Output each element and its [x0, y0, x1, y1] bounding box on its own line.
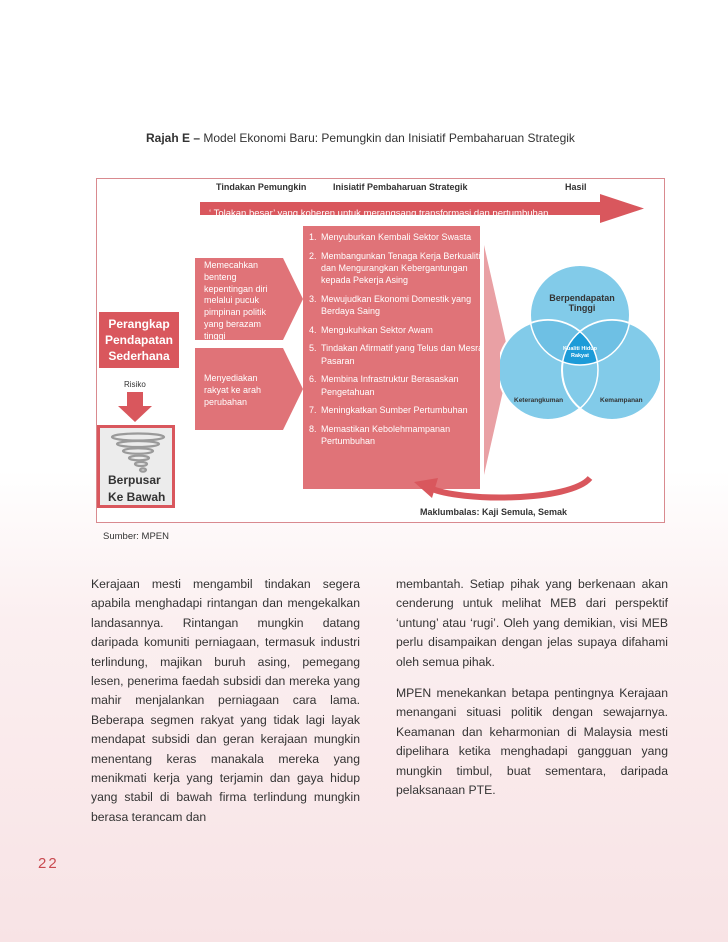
initiatives-list — [309, 231, 486, 454]
body-column-right — [396, 575, 668, 812]
venn-label-top — [546, 293, 618, 313]
body-column-left — [91, 575, 360, 839]
initiative-text: Mengukuhkan Sektor Awam — [321, 324, 433, 335]
venn-label-line: Berpendapatan — [549, 293, 615, 303]
venn-label-line: Rakyat — [570, 353, 590, 359]
initiative-item — [309, 373, 486, 397]
pemungkin-line: pimpinan politik — [204, 307, 267, 318]
pemungkin-text — [204, 373, 261, 408]
venn-label-line: Tinggi — [568, 303, 596, 313]
perangkap-line: Sederhana — [108, 349, 170, 363]
initiative-item — [309, 404, 486, 416]
initiative-number: 8. — [309, 423, 317, 434]
initiative-number: 3. — [309, 293, 317, 304]
initiative-item — [309, 231, 486, 243]
header-hasil: Hasil — [565, 182, 587, 192]
header-inisiatif: Inisiatif Pembaharuan Strategik — [333, 182, 468, 192]
pemungkin-line: rakyat ke arah — [204, 384, 262, 395]
feedback-label: Maklumbalas: Kaji Semula, Semak — [420, 507, 568, 517]
initiative-text: Meningkatkan Sumber Pertumbuhan — [321, 405, 468, 416]
pemungkin-text — [204, 260, 268, 343]
initiative-item — [309, 342, 486, 366]
page-number: 22 — [38, 855, 59, 872]
risiko-label: Risiko — [124, 380, 146, 389]
initiative-text: Membina Infrastruktur Berasaskan Pengetahuan — [321, 374, 459, 397]
pemungkin-line: benteng — [204, 271, 237, 282]
initiative-item — [309, 324, 486, 336]
down-arrow-icon — [118, 392, 152, 422]
venn-label-center — [558, 346, 602, 360]
figure-caption — [146, 131, 575, 145]
tornado-box — [97, 425, 175, 508]
initiative-item — [309, 423, 486, 447]
initiative-text: Menyuburkan Kembali Sektor Swasta — [321, 232, 472, 242]
perangkap-box — [99, 312, 179, 368]
initiative-number: 1. — [309, 232, 317, 242]
initiative-item — [309, 250, 486, 287]
feedback-arrow-icon — [400, 476, 600, 506]
venn-label-left: Keterangkuman — [514, 397, 564, 404]
figure-caption-prefix: Rajah E – — [146, 131, 201, 145]
initiative-text: Membangunkan Tenaga Kerja Berkualiti dan Mengurangkan Kebergantungan kepada Pekerja Asing — [321, 250, 481, 286]
venn-label-line: Kualiti Hidup — [563, 346, 597, 352]
paragraph: membantah. Setiap pihak yang berkenaan akan cenderung untuk melihat MEB dari perspektif ‘untung’ atau ‘rugi’. Oleh yang demikian, visi MEB perlu disampaikan dengan jelas supaya difahami oleh semua pihak. — [396, 577, 668, 669]
berpusar-line: Ke Bawah — [108, 490, 166, 504]
initiative-item — [309, 293, 486, 317]
figure-source: Sumber: MPEN — [103, 531, 169, 542]
berpusar-label — [108, 472, 165, 506]
venn-label-right: Kemampanan — [600, 397, 643, 404]
initiative-number: 4. — [309, 324, 317, 335]
pemungkin-line: melalui pucuk — [204, 295, 260, 306]
berpusar-line: Berpusar — [108, 473, 161, 487]
initiative-text: Memastikan Kebolehmampanan Pertumbuhan — [321, 423, 451, 447]
pemungkin-line: Menyediakan — [204, 373, 258, 383]
initiative-number: 7. — [309, 405, 317, 416]
perangkap-line: Perangkap — [108, 317, 170, 331]
initiative-text: Tindakan Afirmatif yang Telus dan Mesra Pasaran — [321, 343, 484, 366]
paragraph: MPEN menekankan betapa pentingnya Kerajaan menangani situasi politik dengan sewajarnya. Keamanan dan keharmonian di Malaysia mesti dipelihara ketika menghadapi gangguan yang mungkin timbul, buat sementara, daripada pelaksanaan PTE. — [396, 686, 668, 798]
tornado-icon — [110, 432, 166, 476]
pemungkin-line: Memecahkan — [204, 260, 259, 270]
initiative-text: Mewujudkan Ekonomi Domestik yang Berdaya Saing — [321, 293, 472, 317]
figure-caption-text: Model Ekonomi Baru: Pemungkin dan Inisiatif Pembaharuan Strategik — [200, 131, 575, 145]
initiative-number: 2. — [309, 250, 317, 261]
push-arrow-text: ‘ Tolakan besar’ yang koheren untuk merangsang transformasi dan pertumbuhan — [209, 208, 549, 219]
initiative-number: 5. — [309, 343, 317, 354]
paragraph: Kerajaan mesti mengambil tindakan segera apabila menghadapi rintangan dan mengekalkan landasannya. Rintangan mungkin datang daripada komuniti perniagaan, termasuk industri terlindung, majikan buruh asing, pemegang lesen, penerima faedah subsidi dan mereka yang mahir menjalankan perniagaan cara lama. Beberapa segmen rakyat yang tidak lagi layak mendapat subsidi dan geran kerajaan mungkin menentang keras manakala mereka yang menikmati kerja yang terjamin dan gaya hidup yang stabil di bawah firma terlindung mungkin berasa terancam dan — [91, 577, 360, 824]
pemungkin-line: yang berazam — [204, 318, 262, 329]
initiative-number: 6. — [309, 374, 317, 385]
pemungkin-line: perubahan — [204, 396, 248, 407]
pemungkin-line: kepentingan diri — [204, 283, 268, 294]
header-tindakan: Tindakan Pemungkin — [216, 182, 307, 192]
perangkap-line: Pendapatan — [104, 333, 173, 347]
pemungkin-line: tinggi — [204, 330, 226, 341]
